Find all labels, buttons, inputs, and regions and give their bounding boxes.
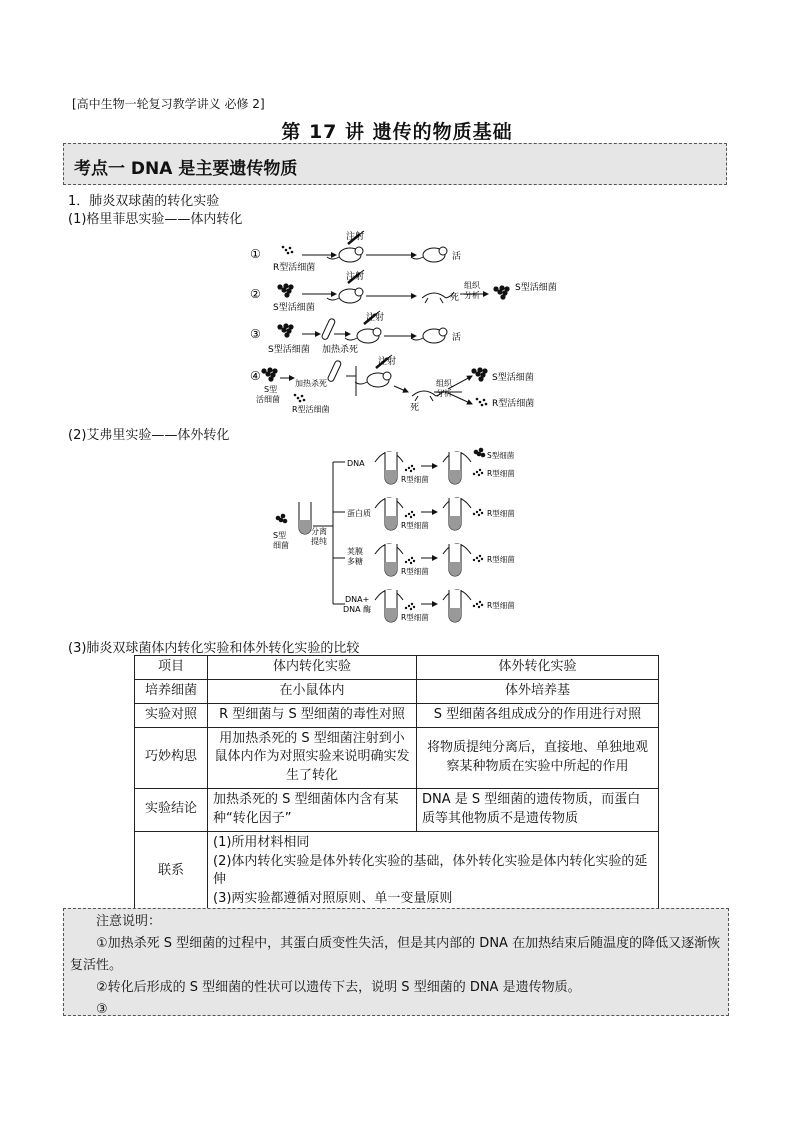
table-row bbox=[135, 831, 659, 911]
section-title: 1．肺炎双球菌的转化实验 bbox=[68, 194, 220, 209]
row4-analysis: 组织分析 bbox=[436, 379, 452, 398]
comparison-subtitle: (3)肺炎双球菌体内转化实验和体外转化实验的比较 bbox=[68, 641, 360, 656]
row1-result: 活 bbox=[452, 252, 462, 262]
note-item: ①加热杀死 S 型细菌的过程中，其蛋白质变性失活，但是其内部的 DNA 在加热结束后随温度的降低又逐渐恢复活性。 bbox=[70, 936, 721, 973]
cell-in-vivo: 用加热杀死的 S 型细菌注射到小鼠体内作为对照实验来说明确实发生了转化 bbox=[208, 727, 417, 789]
row4-result: 死 bbox=[410, 403, 420, 413]
griffith-diagram bbox=[240, 226, 560, 416]
avery-branch2-added: R型细菌 bbox=[401, 521, 429, 530]
table-row bbox=[135, 679, 659, 703]
row4-label2: 加热杀死 bbox=[295, 379, 327, 388]
row-label: 实验对照 bbox=[135, 703, 208, 727]
row1-label: R型活细菌 bbox=[273, 263, 316, 273]
row2-label: S型活细菌 bbox=[273, 303, 315, 313]
row-label: 实验结论 bbox=[135, 789, 208, 832]
cell-in-vitro: S 型细菌各组成成分的作用进行对照 bbox=[417, 703, 659, 727]
avery-branch3-name: 荚膜多糖 bbox=[347, 547, 363, 566]
note-item: ③ bbox=[96, 1002, 108, 1017]
notes-box bbox=[63, 908, 729, 1016]
row4-inject: 注射 bbox=[378, 357, 397, 367]
avery-branch1-out2: R型细菌 bbox=[487, 469, 515, 478]
row1-num: ① bbox=[250, 247, 261, 261]
row2-inject: 注射 bbox=[346, 272, 365, 282]
cell-in-vitro: 将物质提纯分离后，直接地、单独地观察某种物质在实验中所起的作用 bbox=[417, 727, 659, 789]
row3-label: S型活细菌 bbox=[268, 345, 310, 355]
avery-branch2-name: 蛋白质 bbox=[347, 509, 371, 518]
row-label: 培养细菌 bbox=[135, 679, 208, 703]
row3-num: ③ bbox=[250, 327, 261, 341]
avery-branch4-out1: R型细菌 bbox=[487, 601, 515, 610]
griffith-subtitle: (1)格里菲思实验——体内转化 bbox=[68, 212, 243, 227]
row4-num: ④ bbox=[250, 369, 261, 383]
avery-branch3-added: R型细菌 bbox=[401, 567, 429, 576]
avery-branch1-added: R型细菌 bbox=[401, 475, 429, 484]
row3-result: 活 bbox=[452, 333, 462, 343]
avery-branch2-out1: R型细菌 bbox=[487, 509, 515, 518]
cell-in-vitro: DNA 是 S 型细菌的遗传物质，而蛋白质等其他物质不是遗传物质 bbox=[417, 789, 659, 832]
cell-link bbox=[208, 831, 659, 911]
notes-title: 注意说明： bbox=[96, 914, 162, 929]
kaodian-box bbox=[63, 143, 727, 185]
avery-process: 分离提纯 bbox=[311, 527, 327, 546]
comparison-table bbox=[134, 655, 659, 912]
row3-label2: 加热杀死 bbox=[322, 345, 359, 355]
row4-label: S型活细菌 bbox=[256, 385, 280, 404]
row4-recovered2: R型活细菌 bbox=[492, 399, 535, 409]
table-row bbox=[135, 789, 659, 832]
row4-recovered1: S型活细菌 bbox=[492, 373, 534, 383]
avery-branch4-added: R型细菌 bbox=[401, 613, 429, 622]
avery-branch3-out1: R型细菌 bbox=[487, 555, 515, 564]
row4-label3: R型活细菌 bbox=[292, 405, 330, 414]
note-item: ②转化后形成的 S 型细菌的性状可以遗传下去，说明 S 型细菌的 DNA 是遗传物质。 bbox=[96, 980, 581, 995]
avery-branch4-name: DNA+ DNA 酶 bbox=[343, 595, 372, 614]
avery-diagram bbox=[265, 440, 530, 635]
cell-in-vivo: 加热杀死的 S 型细菌体内含有某种“转化因子” bbox=[208, 789, 417, 832]
link-item: (1)所用材料相同 bbox=[213, 834, 310, 850]
table-header: 体外转化实验 bbox=[417, 656, 659, 680]
table-header: 体内转化实验 bbox=[208, 656, 417, 680]
avery-branch1-out1: S型细菌 bbox=[487, 451, 515, 460]
cell-in-vivo: 在小鼠体内 bbox=[208, 679, 417, 703]
table-header: 项目 bbox=[135, 656, 208, 680]
row2-num: ② bbox=[250, 287, 261, 301]
row2-result: 死 bbox=[450, 293, 460, 303]
table-header-row bbox=[135, 656, 659, 680]
cell-in-vitro: 体外培养基 bbox=[417, 679, 659, 703]
row3-inject: 注射 bbox=[366, 313, 385, 323]
cell-in-vivo: R 型细菌与 S 型细菌的毒性对照 bbox=[208, 703, 417, 727]
kaodian-title: 考点一 DNA 是主要遗传物质 bbox=[74, 159, 298, 179]
link-item: (3)两实验都遵循对照原则、单一变量原则 bbox=[213, 891, 453, 907]
link-item: (2)体内转化实验是体外转化实验的基础，体外转化实验是体内转化实验的延伸 bbox=[213, 853, 648, 888]
avery-branch1-name: DNA bbox=[347, 459, 365, 468]
table-row bbox=[135, 703, 659, 727]
row-label: 联系 bbox=[135, 831, 208, 911]
header-note: [高中生物一轮复习教学讲义 必修 2] bbox=[72, 97, 265, 111]
avery-source: S型细菌 bbox=[273, 531, 289, 550]
row1-inject: 注射 bbox=[346, 232, 365, 242]
row2-analysis: 组织分析 bbox=[464, 281, 480, 300]
avery-subtitle: (2)艾弗里实验——体外转化 bbox=[68, 428, 230, 443]
row2-recovered: S型活细菌 bbox=[515, 283, 557, 293]
row-label: 巧妙构思 bbox=[135, 727, 208, 789]
lecture-title: 第 17 讲 遗传的物质基础 bbox=[281, 121, 513, 143]
table-row bbox=[135, 727, 659, 789]
